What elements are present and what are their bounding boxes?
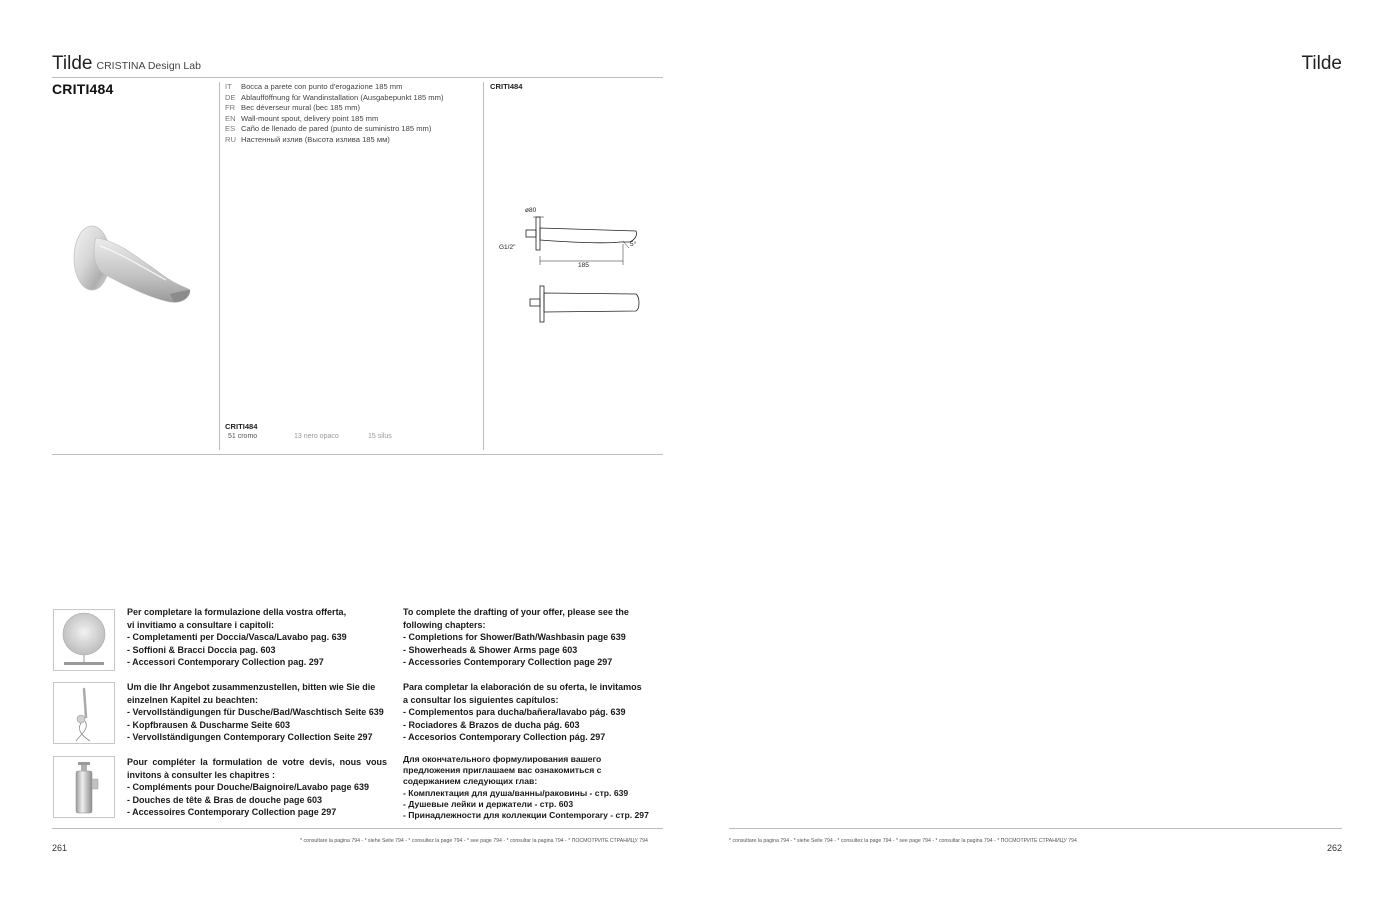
series-title-right: Tilde — [1301, 53, 1342, 74]
series-name: Tilde — [52, 53, 93, 74]
soap-dispenser-icon — [54, 757, 114, 817]
dim-angle: 5° — [630, 241, 637, 248]
product-code: CRITI484 — [52, 81, 114, 97]
page-number-right: 262 — [1326, 843, 1342, 853]
drawing-code: CRITI484 — [490, 82, 523, 91]
column-divider-right — [483, 82, 484, 450]
note-spanish: Para completar la elaboración de su oferta, le invitamos a consultar los siguientes capítulos: - Complementos para ducha/bañera/lavabo pág. 639 - Rociadores & Brazos de ducha pág. 603 - Accesorios Contemporary Collection pág. 297 — [403, 682, 642, 742]
dim-diameter: ø80 — [525, 207, 537, 214]
page-number-left: 261 — [52, 843, 68, 853]
product-descriptions — [225, 82, 443, 145]
footer-rule-right — [729, 828, 1342, 829]
soap-dispenser-thumbnail — [53, 756, 115, 818]
hand-shower-icon — [54, 683, 114, 743]
finish-matt-black: 13 nero opaco — [294, 433, 339, 440]
product-section-rule — [52, 454, 663, 455]
footnote-right: * consultare la pagina 794 - * siehe Seite 794 - * consultez la page 794 - * see page 794 - * consultar la pagina 794 - * ПОСМОТРИТЕ СТРАНИЦУ 794 — [729, 838, 1077, 844]
note-french: Pour compléter la formulation de votre devis, nous vous invitons à consulter les chapitres : - Compléments pour Douche/Baignoire/Lavabo page 639 - Douches de tête & Bras de douche page 603 - Accessoires Contemporary Collection page 297 — [127, 757, 387, 817]
description-ru: RU Настенный излив (Высота излива 185 мм) — [225, 134, 390, 144]
showerhead-thumbnail — [53, 609, 115, 671]
description-es: ES Caño de llenado de pared (punto de suministro 185 mm) — [225, 124, 432, 133]
note-german: Um die Ihr Angebot zusammenzustellen, bitten wie Sie die einzelnen Kapitel zu beachten: - Vervollständigungen für Dusche/Bad/Waschtisch Seite 639 - Kopfbrausen & Duscharme Seite 603 - Vervollständigungen Contemporary Collection Seite 297 — [127, 682, 384, 742]
technical-drawing — [496, 200, 646, 325]
dim-thread: G1/2" — [499, 244, 516, 251]
header-rule — [52, 77, 663, 78]
footnote-left: * consultare la pagina 794 - * siehe Seite 794 - * consultez la page 794 - * see page 794 - * consultar la pagina 794 - * ПОСМОТРИТЕ СТРАНИЦУ 794 — [300, 838, 648, 844]
designer-name: CRISTINA Design Lab — [96, 60, 201, 72]
hand-shower-thumbnail — [53, 682, 115, 744]
description-fr: FR Bec déverseur mural (bec 185 mm) — [225, 103, 361, 112]
finish-code: CRITI484 — [225, 422, 258, 431]
note-russian: Для окончательного формулирования вашего предложения приглашаем вас ознакомиться с содержанием следующих глав: - Комплектация для душа/ванны/раковины - стр. 639 - Душевые лейки и держатели - стр. 603 - Принадлежности для коллекции Contemporary - стр. 297 — [403, 754, 649, 821]
footer-rule-left — [52, 828, 663, 829]
description-de: DE Ablaufföffnung für Wandinstallation (Ausgabepunkt 185 mm) — [225, 92, 444, 102]
showerhead-icon — [54, 610, 114, 670]
finish-chrome: 51 cromo — [228, 433, 258, 440]
column-divider-left — [219, 82, 220, 450]
note-english: To complete the drafting of your offer, please see the following chapters: - Completions for Shower/Bath/Washbasin page 639 - Showerheads & Shower Arms page 603 - Accessories Contemporary Collection page 297 — [403, 607, 629, 667]
finish-silus: 15 silus — [368, 433, 392, 440]
dim-length: 185 — [578, 262, 589, 269]
series-title-left — [52, 53, 201, 75]
description-it: IT Bocca a parete con punto d'erogazione 185 mm — [225, 82, 403, 91]
description-en: EN Wall-mount spout, delivery point 185 mm — [225, 113, 379, 123]
spout-product-image — [66, 216, 198, 312]
note-italian: Per completare la formulazione della vostra offerta, vi invitiamo a consultare i capitoli: - Completamenti per Doccia/Vasca/Lavabo pag. 639 - Soffioni & Bracci Doccia pag. 603 - Accessori Contemporary Collection pag. 297 — [127, 607, 347, 667]
